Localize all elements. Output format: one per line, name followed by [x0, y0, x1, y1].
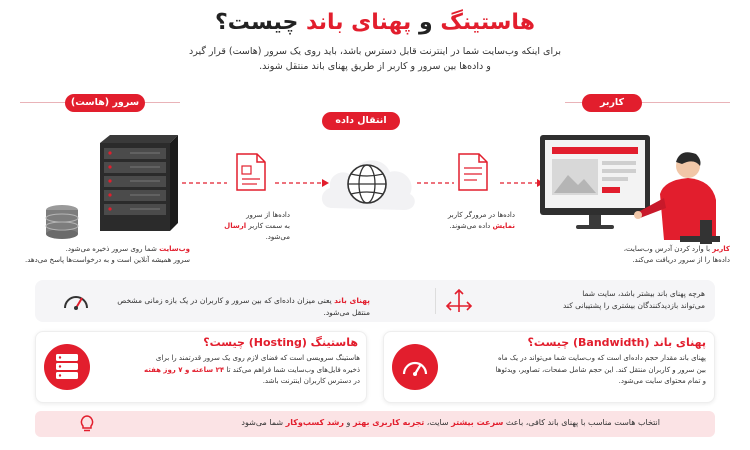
bandwidth-benefit-1: هرچه پهنای باند بیشتر باشد، سایت شما — [582, 289, 705, 298]
bandwidth-definition-text: یعنی میزان داده‌ای که بین سرور و کاربران در یک بازه زمانی مشخص منتقل می‌شود. — [117, 296, 370, 317]
server-icon — [55, 353, 79, 381]
bandwidth-line-2: بین سرور و کاربران منتقل کند. این حجم شامل صفحات، تصاویر، ویدئوها — [495, 365, 706, 374]
server-caption-1: شما روی سرور ذخیره می‌شود. — [65, 245, 160, 253]
title-hosting: هاستینگ — [440, 10, 535, 35]
bottom-b1: سرعت بیشتر — [451, 418, 504, 427]
lightbulb-icon — [79, 415, 95, 433]
user-figure-icon — [630, 150, 740, 250]
server-label: سرور (هاست) — [65, 94, 145, 112]
send-caption-1: داده‌ها از سرور — [246, 211, 290, 219]
database-icon — [44, 205, 80, 239]
send-caption — [200, 210, 290, 243]
server-caption — [20, 244, 190, 266]
bottom-t1: انتخاب هاست مناسب با پهنای باند کافی، باعث — [503, 418, 660, 427]
hosting-line-1: هاستینگ سرویسی است که فضای لازم روی یک سرور قدرتمند را برای — [155, 354, 360, 362]
bottom-b3: رشد کسب‌وکار — [285, 418, 344, 427]
server-caption-2: سرور همیشه آنلاین است و به درخواست‌ها پاسخ می‌دهد. — [25, 256, 190, 264]
bottom-banner — [35, 411, 715, 437]
bandwidth-line-3: و تمام محتوای سایت می‌شود. — [618, 377, 706, 385]
send-caption-2c: می‌شود. — [265, 233, 290, 241]
bandwidth-definition — [100, 295, 370, 319]
server-rack-icon — [70, 135, 180, 235]
user-caption-bold: کاربر — [712, 245, 730, 253]
bottom-t3: و — [344, 418, 353, 427]
title-what: چیست؟ — [215, 10, 306, 35]
hosting-line-3: در دسترس کاربران اینترنت باشد. — [262, 377, 360, 385]
browser-document-icon — [457, 152, 489, 192]
arrows-icon — [445, 288, 473, 314]
intro-line-1: برای اینکه وب‌سایت شما در اینترنت قابل دسترس باشد، باید روی یک سرور (هاست) قرار گیرد — [188, 46, 561, 57]
hosting-line-2: ذخیره فایل‌های وب‌سایت شما فراهم می‌کند تا — [224, 365, 360, 374]
bottom-t2: سایت، — [424, 418, 452, 427]
user-label: کاربر — [582, 94, 642, 112]
hosting-card-text — [98, 353, 360, 388]
bandwidth-benefit — [480, 288, 705, 312]
info-divider — [435, 288, 436, 314]
title-and: و — [411, 10, 441, 35]
bandwidth-definition-bold: پهنای باند — [334, 296, 370, 305]
bandwidth-benefit-2: می‌تواند بازدیدکنندگان بیشتری را پشتیبانی کند — [563, 301, 705, 310]
transfer-label: انتقال داده — [322, 112, 400, 130]
browser-caption-bold: نمایش — [492, 222, 515, 230]
bandwidth-card-title: پهنای باند (Bandwidth) چیست؟ — [527, 336, 706, 349]
page-title — [0, 10, 750, 35]
gauge-icon — [402, 355, 428, 377]
hosting-line-2-bold: ۲۴ ساعته و ۷ روز هفته — [144, 365, 225, 374]
browser-caption-2: داده می‌شوند. — [449, 222, 493, 230]
bandwidth-card-text — [446, 353, 706, 388]
title-bandwidth: پهنای باند — [305, 10, 412, 35]
browser-caption — [425, 210, 515, 232]
hosting-card-title: هاستینگ (Hosting) چیست؟ — [203, 336, 358, 349]
bottom-t4: شما می‌شود — [241, 418, 286, 427]
user-caption-1: با وارد کردن آدرس وب‌سایت، — [623, 245, 713, 253]
intro-text — [150, 44, 600, 74]
user-caption-2: داده‌ها را از سرور دریافت می‌کند. — [632, 256, 730, 264]
bottom-b2: تجربه کاربری بهتر — [352, 418, 425, 427]
bandwidth-line-1: پهنای باند مقدار حجم داده‌ای است که وب‌سایت شما می‌تواند در یک ماه — [498, 354, 706, 362]
send-caption-bold: ارسال — [224, 222, 247, 230]
server-caption-bold: وب‌سایت — [159, 245, 190, 253]
bottom-text — [241, 418, 660, 427]
browser-caption-1: داده‌ها در مرورگر کاربر — [447, 211, 515, 219]
user-caption — [570, 244, 730, 266]
speedometer-icon — [62, 288, 90, 312]
globe-cloud-icon — [318, 140, 418, 220]
intro-line-2: و داده‌ها بین سرور و کاربر از طریق پهنای باند منتقل شوند. — [259, 61, 491, 72]
send-caption-2a: به سمت کاربر — [246, 222, 290, 230]
document-icon — [235, 152, 267, 192]
